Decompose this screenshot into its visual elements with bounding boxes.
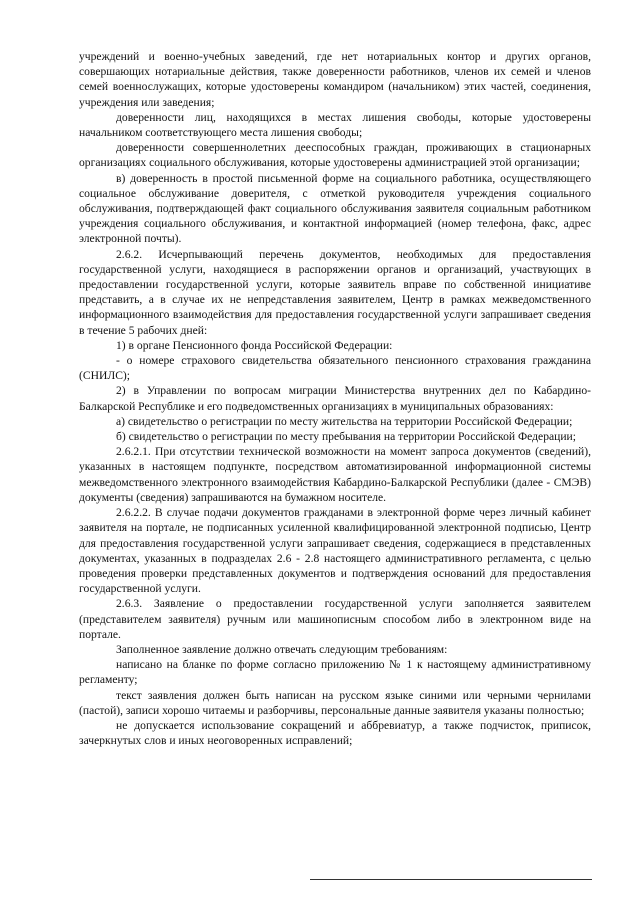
paragraph-2-6-2-2: 2.6.2.2. В случае подачи документов гражданами в электронной форме через личный кабинет заявителя на портале, не подписанных усиленной квалифицированной электронной подписью, Центр для предоставления государственной услуги запрашивает сведения, содержащиеся в представленных документах, указанных в подразделах 2.6 - 2.8 настоящего административного регламента, с целью проведения проверки представленных документов и подтверждения оснований для предоставления государственной услуги. [79,506,591,596]
footer-divider [310,879,592,880]
paragraph-snils: - о номере страхового свидетельства обязательного пенсионного страхования гражданина (СНИЛС); [79,354,591,383]
paragraph-2-6-2: 2.6.2. Исчерпывающий перечень документов, необходимых для предоставления государственной услуги, находящиеся в распоряжении органов и организаций, участвующих в предоставлении государственной услуги, которые заявитель вправе по собственной инициативе представить, а в случае их не непредставления заявителем, Центр в рамках межведомственного информационного взаимодействия для предоставления государственной услуги запрашивает сведения в течение 5 рабочих дней: [79,247,591,337]
paragraph-form-appendix: написано на бланке по форме согласно приложению № 1 к настоящему административному регламенту; [79,658,591,687]
paragraph-detention-proxies: доверенности лиц, находящихся в местах лишения свободы, которые удостоверены начальником соответствующего места лишения свободы; [79,110,591,140]
paragraph-pension-fund: 1) в органе Пенсионного фонда Российской Федерации: [116,338,393,352]
paragraph-language-ink: текст заявления должен быть написан на русском языке синими или черными чернилами (пастой), записи хорошо читаемы и разборчивы, персональные данные заявителя указаны полностью; [79,688,591,717]
paragraph-stay-registration: б) свидетельство о регистрации по месту пребывания на территории Российской Федерации; [116,430,576,444]
paragraph-migration-office: 2) в Управлении по вопросам миграции Министерства внутренних дел по Кабардино-Балкарской Республике и его подведомственных организациях в муниципальных образованиях: [79,384,591,413]
paragraph-care-facility-proxies: доверенности совершеннолетних дееспособных граждан, проживающих в стационарных организациях социального обслуживания, которые удостоверены администрацией этой организации; [79,141,591,170]
paragraph-residence-registration: а) свидетельство о регистрации по месту жительства на территории Российской Федерации; [116,414,573,428]
document-body [79,49,591,748]
paragraph-requirements-intro: Заполненное заявление должно отвечать следующим требованиям: [116,642,448,656]
paragraph-no-abbreviations: не допускается использование сокращений и аббревиатур, а также подчисток, приписок, зачеркнутых слов и иных неоговоренных исправлений; [79,718,591,748]
paragraph-military-proxies: учреждений и военно-учебных заведений, где нет нотариальных контор и других органов, совершающих нотариальные действия, также доверенности работников, членов их семей и членов семей военнослужащих, которые удостоверены командиром (начальником) этих частей, соединения, учреждения или заведения; [79,50,591,109]
paragraph-2-6-2-1: 2.6.2.1. При отсутствии технической возможности на момент запроса документов (сведений), указанных в настоящем подпункте, посредством автоматизированной информационной системы межведомственного электронного взаимодействия Кабардино-Балкарской Республики (далее - СМЭВ) документы (сведения) запрашиваются на бумажном носителе. [79,445,591,504]
paragraph-social-worker-proxy: в) доверенность в простой письменной форме на социального работника, осуществляющего социальное обслуживание доверителя, с отметкой руководителя учреждения социального обслуживания, подтверждающей факт социального обслуживания заявителя социальным работником учреждения социального обслуживания, и контактной информацией (номер телефона, факс, адрес электронной почты). [79,171,591,246]
paragraph-2-6-3: 2.6.3. Заявление о предоставлении государственной услуги заполняется заявителем (представителем заявителя) ручным или машинописным способом либо в электронном виде на портале. [79,597,591,641]
